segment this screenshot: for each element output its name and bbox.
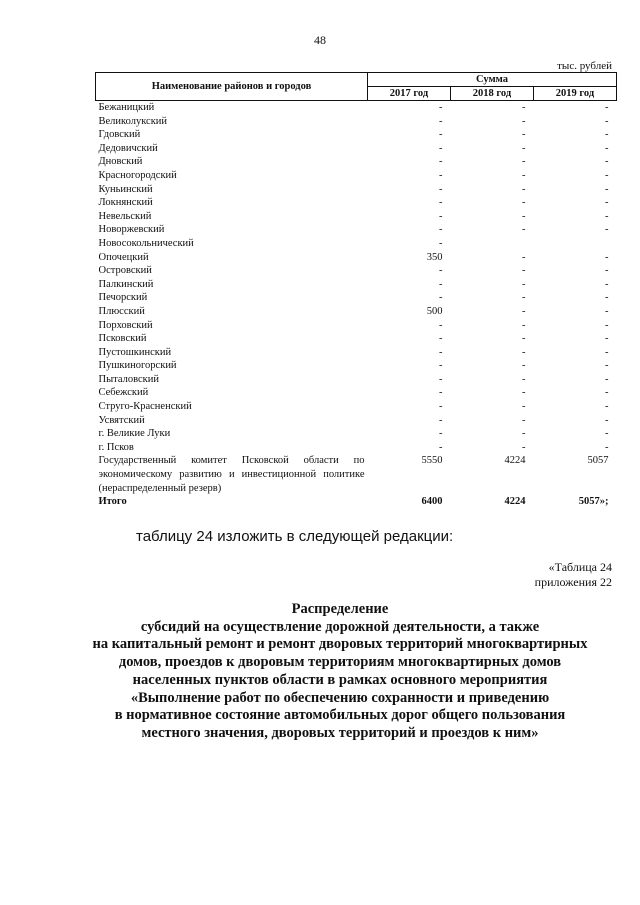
- table-row: [96, 373, 617, 387]
- value-2017-cell: 500: [426, 305, 443, 317]
- value-2017-cell: -: [439, 441, 443, 453]
- value-2019-cell: -: [605, 428, 609, 440]
- value-2019-cell: -: [605, 142, 609, 154]
- value-2018-cell: -: [522, 373, 526, 385]
- value-2018-cell: -: [522, 319, 526, 331]
- value-2019-cell: -: [605, 169, 609, 181]
- value-2018-cell: -: [522, 197, 526, 209]
- value-2019-cell: -: [605, 305, 609, 317]
- district-name-cell: Куньинский: [98, 183, 153, 195]
- value-2018-cell: -: [522, 224, 526, 236]
- value-2019-cell: -: [605, 278, 609, 290]
- value-2019-cell: -: [605, 360, 609, 372]
- value-2019-cell: [534, 237, 617, 251]
- page-number: 48: [314, 33, 326, 47]
- table-body: [96, 101, 617, 509]
- value-2018-cell: -: [522, 142, 526, 154]
- value-2018-cell: -: [522, 251, 526, 263]
- value-2018-cell: -: [522, 102, 526, 113]
- value-2017-cell: -: [439, 156, 443, 168]
- value-2019-cell: -: [605, 319, 609, 331]
- table-row: [96, 359, 617, 373]
- district-name-cell: Печорский: [98, 292, 148, 304]
- header-year-2018: 2018 год: [451, 87, 534, 101]
- value-2018-cell: 4224: [504, 496, 526, 508]
- district-name-cell: Локнянский: [98, 197, 153, 209]
- heading-line: домов, проездов к дворовым территориям многоквартирных домов: [118, 654, 562, 671]
- district-name-cell: Невельский: [98, 210, 152, 222]
- table-row: [96, 454, 617, 495]
- table-row: [96, 319, 617, 333]
- district-name-cell: Островский: [98, 265, 152, 277]
- table-ref-line: приложения 22: [534, 575, 612, 589]
- header-year-2017: 2017 год: [368, 87, 451, 101]
- district-name-cell: Плюсский: [98, 305, 145, 317]
- value-2019-cell: -: [605, 292, 609, 304]
- table-row: [96, 128, 617, 142]
- district-name-cell: Государственный комитет Псковской области по экономическому развитию и инвестиционной политике (нераспределенный резерв): [98, 455, 365, 494]
- value-2017-cell: -: [439, 265, 443, 277]
- district-name-cell: Палкинский: [98, 278, 154, 290]
- table-row: [96, 155, 617, 169]
- district-name-cell: Бежаницкий: [98, 102, 155, 113]
- value-2018-cell: 4224: [504, 455, 526, 467]
- heading-line: Распределение: [291, 601, 389, 617]
- table-row: [96, 142, 617, 156]
- header-year-2019: 2019 год: [534, 87, 617, 101]
- distribution-heading: [40, 601, 640, 743]
- district-name-cell: Дедовичский: [98, 142, 158, 154]
- value-2019-cell: -: [605, 251, 609, 263]
- value-2018-cell: -: [522, 278, 526, 290]
- value-2017-cell: -: [439, 414, 443, 426]
- table-row: [96, 237, 617, 251]
- table-row: [96, 305, 617, 319]
- district-name-cell: Новосокольнический: [98, 237, 194, 249]
- value-2017-cell: -: [439, 210, 443, 222]
- table-row: [96, 414, 617, 428]
- value-2017-cell: -: [439, 197, 443, 209]
- value-2019-cell: -: [605, 156, 609, 168]
- heading-line: «Выполнение работ по обеспечению сохранности и приведению: [130, 689, 550, 706]
- value-2019-cell: -: [605, 129, 609, 141]
- value-2017-cell: 350: [426, 251, 443, 263]
- value-2018-cell: -: [522, 265, 526, 277]
- value-2018-cell: [451, 237, 534, 251]
- district-name-cell: Итого: [98, 496, 127, 508]
- value-2017-cell: -: [439, 129, 443, 141]
- value-2019-cell: -: [605, 373, 609, 385]
- district-name-cell: Псковский: [98, 333, 147, 345]
- table-row: [96, 427, 617, 441]
- table-row: [96, 291, 617, 305]
- value-2018-cell: -: [522, 210, 526, 222]
- value-2019-cell: -: [605, 387, 609, 399]
- heading-line: населенных пунктов области в рамках основного мероприятия: [132, 671, 548, 688]
- value-2019-cell: -: [605, 183, 609, 195]
- instruction-text: таблицу 24 изложить в следующей редакции:: [136, 528, 454, 545]
- district-name-cell: Дновский: [98, 156, 143, 168]
- value-2018-cell: -: [522, 441, 526, 453]
- value-2017-cell: -: [439, 278, 443, 290]
- value-2019-cell: -: [605, 414, 609, 426]
- value-2018-cell: -: [522, 333, 526, 345]
- table-row: [96, 264, 617, 278]
- district-name-cell: Новоржевский: [98, 224, 165, 236]
- value-2017-cell: 5550: [421, 455, 443, 467]
- table-row: [96, 441, 617, 455]
- value-2018-cell: -: [522, 292, 526, 304]
- value-2017-cell: -: [439, 373, 443, 385]
- value-2019-cell: -: [605, 224, 609, 236]
- value-2019-cell: -: [605, 197, 609, 209]
- table-row: [96, 332, 617, 346]
- table-row: [96, 115, 617, 129]
- table-row: [96, 346, 617, 360]
- district-name-cell: Гдовский: [98, 129, 141, 141]
- subsidy-table: [95, 72, 617, 509]
- district-name-cell: Красногородский: [98, 169, 177, 181]
- table-ref-line: «Таблица 24: [548, 560, 612, 574]
- value-2019-cell: 5057»;: [578, 496, 609, 508]
- value-2017-cell: -: [439, 292, 443, 304]
- table-row: [96, 196, 617, 210]
- heading-line: местного значения, дворовых территорий и проездов к ним»: [141, 724, 539, 741]
- value-2019-cell: -: [605, 401, 609, 413]
- value-2017-cell: -: [439, 319, 443, 331]
- header-sum: Сумма: [368, 73, 617, 87]
- header-name: Наименование районов и городов: [96, 73, 368, 101]
- heading-line: на капитальный ремонт и ремонт дворовых территорий многоквартирных: [92, 636, 588, 653]
- district-name-cell: Пушкиногорский: [98, 360, 177, 372]
- value-2017-cell: -: [439, 102, 443, 113]
- value-2018-cell: -: [522, 305, 526, 317]
- value-2018-cell: -: [522, 401, 526, 413]
- district-name-cell: Порховский: [98, 319, 153, 331]
- value-2018-cell: -: [522, 387, 526, 399]
- value-2017-cell: -: [439, 387, 443, 399]
- district-name-cell: Пыталовский: [98, 373, 159, 385]
- value-2019-cell: -: [605, 333, 609, 345]
- district-name-cell: г. Псков: [98, 441, 134, 453]
- value-2017-cell: -: [439, 237, 443, 249]
- table-row: [96, 210, 617, 224]
- value-2017-cell: -: [439, 333, 443, 345]
- value-2017-cell: -: [439, 428, 443, 440]
- table-row: [96, 223, 617, 237]
- heading-line: в нормативное состояние автомобильных дорог общего пользования: [114, 707, 566, 724]
- value-2019-cell: -: [605, 115, 609, 127]
- district-name-cell: Себежский: [98, 387, 149, 399]
- value-2017-cell: -: [439, 169, 443, 181]
- district-name-cell: Пустошкинский: [98, 346, 172, 358]
- table-row: [96, 400, 617, 414]
- value-2017-cell: -: [439, 115, 443, 127]
- value-2018-cell: -: [522, 428, 526, 440]
- value-2017-cell: -: [439, 401, 443, 413]
- value-2017-cell: -: [439, 183, 443, 195]
- table-row: [96, 251, 617, 265]
- value-2017-cell: -: [439, 346, 443, 358]
- value-2018-cell: -: [522, 346, 526, 358]
- value-2019-cell: -: [605, 102, 609, 113]
- table-row: [96, 386, 617, 400]
- value-2018-cell: -: [522, 115, 526, 127]
- total-row: [96, 495, 617, 509]
- district-name-cell: Великолукский: [98, 115, 168, 127]
- district-name-cell: Струго-Красненский: [98, 401, 192, 413]
- value-2017-cell: -: [439, 142, 443, 154]
- district-name-cell: Опочецкий: [98, 251, 149, 263]
- value-2017-cell: -: [439, 224, 443, 236]
- value-2018-cell: -: [522, 183, 526, 195]
- heading-line: субсидий на осуществление дорожной деятельности, а также: [140, 618, 540, 635]
- value-2019-cell: -: [605, 346, 609, 358]
- value-2017-cell: 6400: [421, 496, 443, 508]
- value-2018-cell: -: [522, 414, 526, 426]
- value-2019-cell: -: [605, 441, 609, 453]
- value-2019-cell: 5057: [587, 455, 609, 467]
- table-row: [96, 278, 617, 292]
- value-2018-cell: -: [522, 129, 526, 141]
- value-2019-cell: -: [605, 210, 609, 222]
- table-row: [96, 101, 617, 115]
- value-2017-cell: -: [439, 360, 443, 372]
- district-name-cell: Усвятский: [98, 414, 145, 426]
- district-name-cell: г. Великие Луки: [98, 428, 171, 440]
- value-2019-cell: -: [605, 265, 609, 277]
- table-reference: [535, 560, 612, 590]
- table-row: [96, 169, 617, 183]
- value-2018-cell: -: [522, 156, 526, 168]
- table-row: [96, 183, 617, 197]
- value-2018-cell: -: [522, 169, 526, 181]
- units-label: тыс. рублей: [557, 60, 612, 72]
- value-2018-cell: -: [522, 360, 526, 372]
